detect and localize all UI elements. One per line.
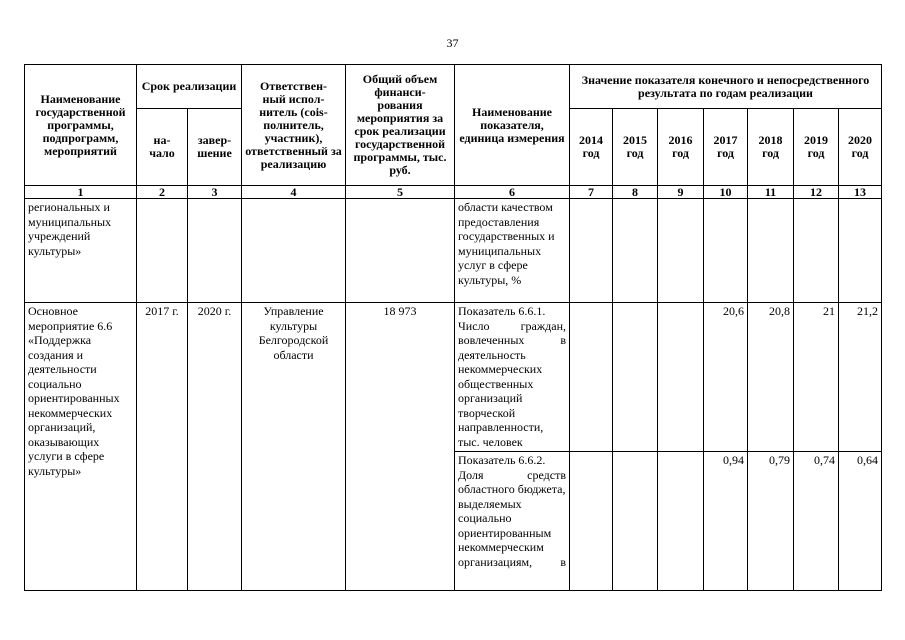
column-number: 13 xyxy=(839,186,882,199)
header-values: Значение показателя конечного и непосредственного результата по годам реализации xyxy=(570,65,882,109)
column-number: 3 xyxy=(188,186,242,199)
value-cell: 21 xyxy=(794,303,839,452)
column-number: 9 xyxy=(658,186,704,199)
program-table xyxy=(24,64,882,591)
main-end: 2020 г. xyxy=(188,303,242,591)
value-cell: 0,94 xyxy=(704,452,748,591)
indicator-line: Доля средств xyxy=(458,467,566,482)
column-number: 2 xyxy=(137,186,188,199)
header-year-2019: 2019 год xyxy=(794,109,839,186)
value-cell: 21,2 xyxy=(839,303,882,452)
table-row xyxy=(25,303,882,452)
indicator-line: Число граждан, xyxy=(458,318,566,333)
value-cell: 0,79 xyxy=(748,452,794,591)
value-cell xyxy=(658,452,704,591)
indicator-line: Показатель 6.6.2. xyxy=(458,453,546,467)
column-number: 5 xyxy=(346,186,455,199)
value-cell: 0,64 xyxy=(839,452,882,591)
header-year-2020: 2020 год xyxy=(839,109,882,186)
main-financing: 18 973 xyxy=(346,303,455,591)
header-year-2017: 2017 год xyxy=(704,109,748,186)
column-number: 8 xyxy=(613,186,658,199)
indicator-line: вовлеченных в xyxy=(458,333,566,347)
value-cell xyxy=(613,303,658,452)
value-cell: 20,8 xyxy=(748,303,794,452)
header-year-2014: 2014 год xyxy=(570,109,613,186)
header-period: Срок реализации xyxy=(137,65,242,109)
header-end: завер- шение xyxy=(188,109,242,186)
main-start: 2017 г. xyxy=(137,303,188,591)
indicator-line: Показатель 6.6.1. xyxy=(458,304,546,318)
column-number: 1 xyxy=(25,186,137,199)
header-year-2018: 2018 год xyxy=(748,109,794,186)
indicator-line: деятельность некоммерческих общественных организаций творческой направленности, тыс. человек xyxy=(458,347,544,449)
indicator-6-6-2 xyxy=(455,452,570,591)
column-number: 10 xyxy=(704,186,748,199)
header-name: Наименование государственной программы, подпрограмм, мероприятий xyxy=(25,65,137,186)
table-row xyxy=(25,199,882,303)
main-responsible: Управление культуры Белгородской области xyxy=(242,303,346,591)
header-indicator: Наименование показателя, единица измерения xyxy=(455,65,570,186)
header-year-2016: 2016 год xyxy=(658,109,704,186)
column-number: 11 xyxy=(748,186,794,199)
indicator-line: организациям, в xyxy=(458,554,566,569)
main-activity-name: Основное мероприятие 6.6 «Поддержка создания и деятельности социально ориентированных некоммерческих организаций, оказывающих услуги в сфере культуры» xyxy=(25,303,137,591)
indicator-line: областного бюджета, выделяемых социально ориентированным некоммерческим xyxy=(458,482,566,554)
continued-indicator: области качеством предоставления государственных и муниципальных услуг в сфере культуры, % xyxy=(455,199,570,303)
header-start: на- чало xyxy=(137,109,188,186)
column-number-row xyxy=(25,186,882,199)
column-number: 4 xyxy=(242,186,346,199)
value-cell xyxy=(613,452,658,591)
column-number: 6 xyxy=(455,186,570,199)
header-year-2015: 2015 год xyxy=(613,109,658,186)
header-financing: Общий объем финанси- рования мероприятия за срок реализации государственной программы, тыс. руб. xyxy=(346,65,455,186)
value-cell: 20,6 xyxy=(704,303,748,452)
column-number: 12 xyxy=(794,186,839,199)
value-cell: 0,74 xyxy=(794,452,839,591)
continued-name: региональных и муниципальных учреждений культуры» xyxy=(25,199,137,303)
page-number: 37 xyxy=(446,36,459,50)
header-responsible: Ответствен- ный испол- нитель (сois- полнитель, участник), ответственный за реализацию xyxy=(242,65,346,186)
indicator-6-6-1 xyxy=(455,303,570,452)
column-number: 7 xyxy=(570,186,613,199)
value-cell xyxy=(570,452,613,591)
value-cell xyxy=(658,303,704,452)
value-cell xyxy=(570,303,613,452)
